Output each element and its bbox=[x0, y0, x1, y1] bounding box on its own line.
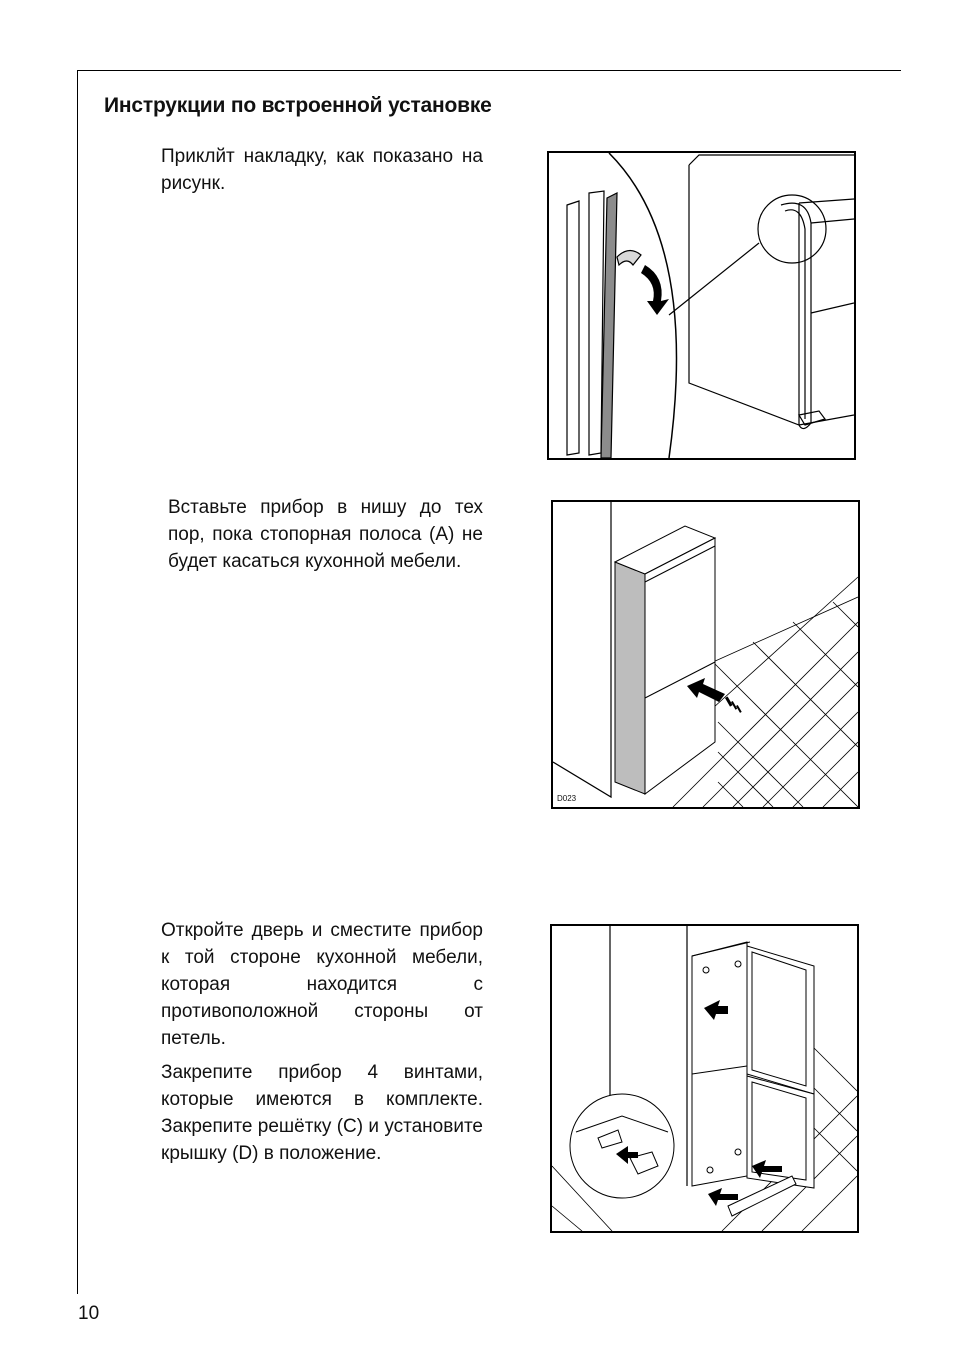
figure-insert-appliance bbox=[551, 500, 860, 809]
page-number: 10 bbox=[78, 1303, 100, 1324]
top-rule bbox=[77, 70, 901, 71]
step-4-text: Закрепите прибор 4 винтами, которые имеются в комплекте. Закрепите решётку (C) и установите крышку (D) в положение. bbox=[161, 1062, 483, 1164]
step-1-text: Приклйт накладку, как показано на рисунк. bbox=[161, 146, 483, 194]
step-2-text: Вставьте прибор в нишу до тех пор, пока стопорная полоса (A) не будет касаться кухонной мебели. bbox=[168, 497, 483, 572]
insert-illustration bbox=[553, 502, 858, 807]
figure-attach-strip bbox=[547, 151, 856, 460]
figure-fix-appliance bbox=[550, 924, 859, 1233]
left-rule bbox=[77, 70, 78, 1294]
page-title: Инструкции по встроенной установке bbox=[104, 94, 492, 117]
fix-illustration bbox=[552, 926, 857, 1231]
step-3-text: Откройте дверь и сместите прибор к той стороне кухонной мебели, которая находится с противоположной стороны от петель. bbox=[161, 920, 483, 1049]
strip-illustration bbox=[549, 153, 854, 458]
figure-code: D023 bbox=[557, 794, 577, 803]
